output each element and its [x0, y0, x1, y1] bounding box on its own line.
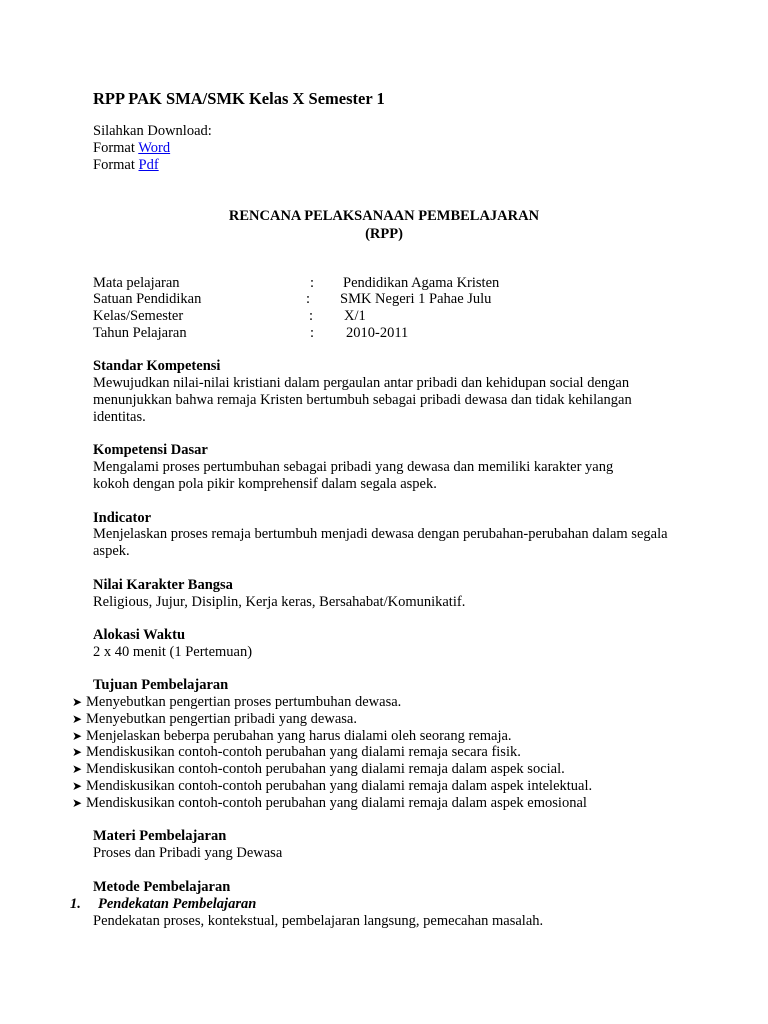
identity-label: Mata pelajaran	[93, 275, 180, 291]
metode-heading: Metode Pembelajaran	[93, 879, 231, 895]
identity-row-mata-pelajaran	[93, 275, 653, 292]
identity-separator: :	[310, 325, 315, 341]
identity-separator: :	[309, 308, 314, 324]
rpp-heading-line1: RENCANA PELAKSANAAN PEMBELAJARAN	[228, 208, 540, 224]
download-word-line	[93, 140, 170, 157]
identity-value: SMK Negeri 1 Pahae Julu	[340, 291, 492, 307]
identity-value: X/1	[344, 308, 366, 324]
arrow-bullet-icon: ➤	[72, 711, 83, 726]
list-item: ➤ Mendiskusikan contoh-contoh perubahan yang dialami remaja dalam aspek emosional	[72, 794, 587, 811]
tujuan-list	[72, 694, 592, 812]
standar-heading: Standar Kompetensi	[93, 358, 221, 374]
arrow-bullet-icon: ➤	[72, 762, 83, 777]
alokasi-heading: Alokasi Waktu	[93, 627, 186, 643]
indicator-text: Menjelaskan proses remaja bertumbuh menjadi dewasa dengan perubahan-perubahan dalam segala aspek.	[93, 526, 668, 559]
list-item: ➤ Menyebutkan pengertian pribadi yang dewasa.	[72, 710, 357, 727]
metode-number: 1.	[70, 896, 81, 912]
list-item: ➤ Menyebutkan pengertian proses pertumbuhan dewasa.	[72, 694, 402, 710]
alokasi-text: 2 x 40 menit (1 Pertemuan)	[93, 644, 253, 660]
kompetensi-line2: kokoh dengan pola pikir komprehensif dalam segala aspek.	[93, 476, 437, 492]
arrow-bullet-icon: ➤	[72, 778, 83, 793]
standar-text: Mewujudkan nilai-nilai kristiani dalam pergaulan antar pribadi dan kehidupan social dengan menunjukkan bahwa remaja Kristen bertumbuh sebagai pribadi dewasa dan tidak kehilangan identitas.	[93, 375, 632, 425]
document-title: RPP PAK SMA/SMK Kelas X Semester 1	[93, 89, 385, 108]
rpp-heading-line2: (RPP)	[365, 226, 403, 242]
download-word-prefix: Format	[93, 140, 135, 156]
download-word-link[interactable]: Word	[138, 140, 171, 156]
identity-label: Satuan Pendidikan	[93, 291, 202, 307]
arrow-bullet-icon: ➤	[72, 695, 83, 709]
arrow-bullet-icon: ➤	[72, 745, 83, 760]
kompetensi-heading: Kompetensi Dasar	[93, 442, 208, 458]
list-item: ➤ Mendiskusikan contoh-contoh perubahan yang dialami remaja dalam aspek social.	[72, 761, 565, 778]
identity-row-satuan-pendidikan	[93, 291, 653, 308]
download-pdf-line	[93, 157, 159, 174]
identity-separator: :	[306, 291, 311, 307]
metode-sub-heading: Pendekatan Pembelajaran	[98, 896, 257, 912]
identity-label: Tahun Pelajaran	[93, 325, 187, 341]
nilai-text: Religious, Jujur, Disiplin, Kerja keras, Bersahabat/Komunikatif.	[93, 594, 466, 610]
list-item: ➤ Mendiskusikan contoh-contoh perubahan yang dialami remaja dalam aspek intelektual.	[72, 777, 593, 794]
materi-text: Proses dan Pribadi yang Dewasa	[93, 845, 283, 861]
tujuan-heading: Tujuan Pembelajaran	[93, 677, 229, 693]
download-intro: Silahkan Download:	[93, 123, 212, 139]
identity-row-kelas-semester	[93, 308, 653, 325]
download-pdf-link[interactable]: Pdf	[138, 157, 159, 173]
identity-separator: :	[310, 275, 315, 291]
list-item: ➤ Mendiskusikan contoh-contoh perubahan yang dialami remaja secara fisik.	[72, 744, 521, 761]
indicator-heading: Indicator	[93, 510, 151, 526]
identity-label: Kelas/Semester	[93, 308, 184, 324]
download-pdf-prefix: Format	[93, 157, 135, 173]
identity-value: 2010-2011	[346, 325, 409, 341]
arrow-bullet-icon: ➤	[72, 795, 83, 810]
materi-heading: Materi Pembelajaran	[93, 828, 227, 844]
arrow-bullet-icon: ➤	[72, 728, 83, 743]
identity-value: Pendidikan Agama Kristen	[343, 275, 500, 291]
metode-text: Pendekatan proses, kontekstual, pembelajaran langsung, pemecahan masalah.	[93, 913, 544, 929]
kompetensi-line1: Mengalami proses pertumbuhan sebagai pribadi yang dewasa dan memiliki karakter yang	[93, 459, 614, 475]
nilai-heading: Nilai Karakter Bangsa	[93, 577, 233, 593]
list-item: ➤ Menjelaskan beberpa perubahan yang harus dialami oleh seorang remaja.	[72, 727, 512, 744]
identity-row-tahun-pelajaran	[93, 325, 653, 342]
